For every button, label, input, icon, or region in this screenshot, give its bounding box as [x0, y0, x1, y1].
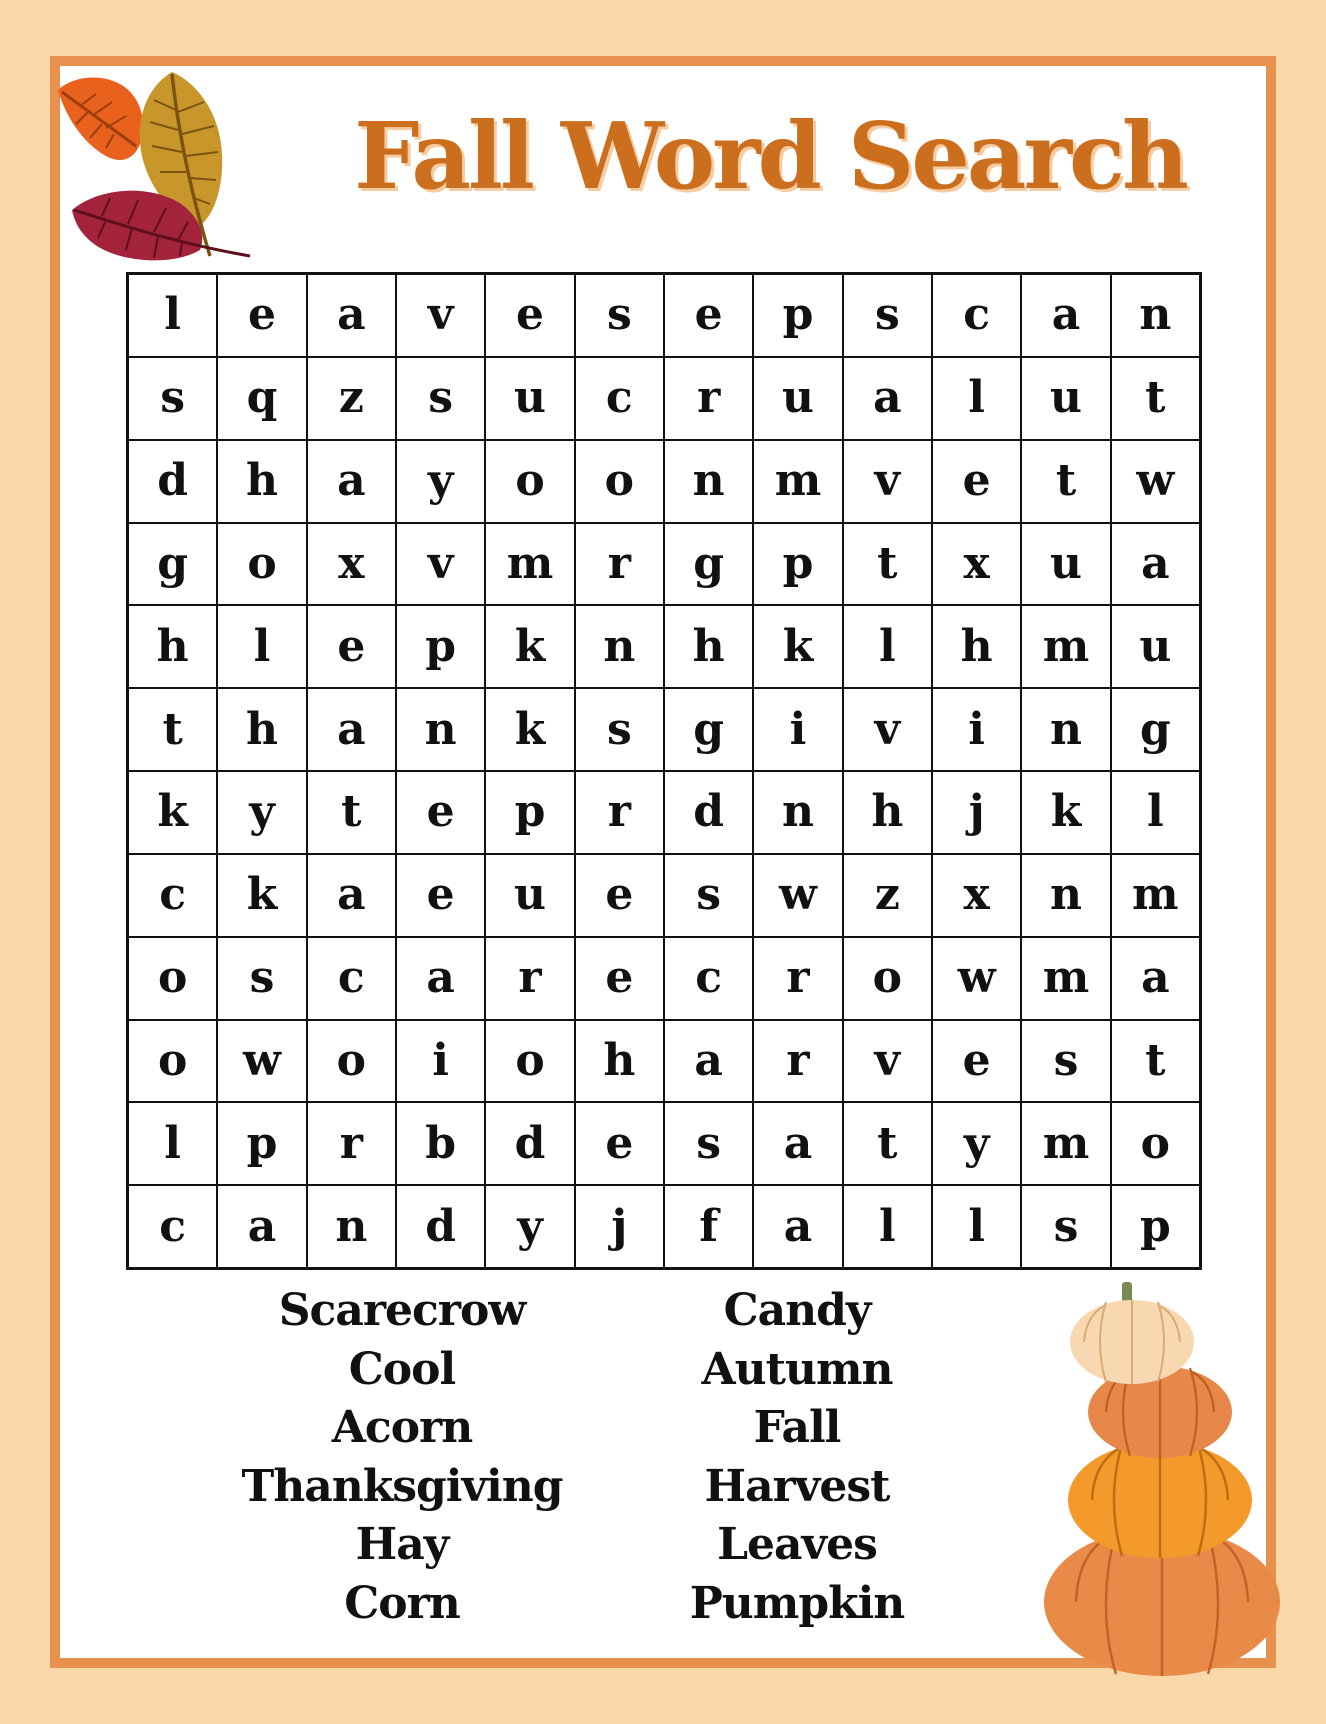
word-list-item: Harvest — [704, 1460, 890, 1512]
grid-cell[interactable]: n — [1021, 854, 1110, 937]
grid-cell[interactable]: k — [485, 605, 574, 688]
grid-cell[interactable]: r — [485, 937, 574, 1020]
grid-cell[interactable]: h — [932, 605, 1021, 688]
grid-cell[interactable]: s — [1021, 1185, 1110, 1268]
grid-cell[interactable]: p — [753, 274, 842, 357]
grid-cell[interactable]: h — [128, 605, 217, 688]
grid-cell[interactable]: o — [307, 1020, 396, 1103]
grid-cell[interactable]: c — [664, 937, 753, 1020]
grid-cell[interactable]: k — [753, 605, 842, 688]
grid-cell[interactable]: o — [217, 523, 306, 606]
grid-cell[interactable]: s — [1021, 1020, 1110, 1103]
word-list-item: Corn — [344, 1577, 460, 1629]
grid-cell[interactable]: a — [307, 274, 396, 357]
grid-cell[interactable]: d — [396, 1185, 485, 1268]
grid-cell[interactable]: i — [932, 688, 1021, 771]
grid-cell[interactable]: e — [485, 274, 574, 357]
grid-cell[interactable]: m — [1021, 1102, 1110, 1185]
page-title: Fall Word Search — [354, 102, 1186, 210]
grid-cell[interactable]: a — [307, 440, 396, 523]
grid-cell[interactable]: h — [217, 688, 306, 771]
third-pumpkin-icon — [1068, 1442, 1252, 1558]
grid-cell[interactable]: l — [128, 1102, 217, 1185]
grid-cell[interactable]: s — [396, 357, 485, 440]
grid-cell[interactable]: s — [575, 274, 664, 357]
grid-cell[interactable]: e — [307, 605, 396, 688]
word-list-item: Thanksgiving — [241, 1460, 563, 1512]
grid-cell[interactable]: a — [1111, 937, 1200, 1020]
grid-cell[interactable]: e — [396, 771, 485, 854]
grid-cell[interactable]: g — [664, 688, 753, 771]
grid-cell[interactable]: t — [843, 523, 932, 606]
grid-cell[interactable]: m — [1111, 854, 1200, 937]
grid-cell[interactable]: n — [575, 605, 664, 688]
grid-cell[interactable]: s — [664, 1102, 753, 1185]
grid-cell[interactable]: e — [396, 854, 485, 937]
grid-cell[interactable]: p — [217, 1102, 306, 1185]
grid-cell[interactable]: g — [128, 523, 217, 606]
grid-cell[interactable]: c — [932, 274, 1021, 357]
grid-cell[interactable]: w — [753, 854, 842, 937]
grid-cell[interactable]: l — [932, 357, 1021, 440]
grid-cell[interactable]: t — [1021, 440, 1110, 523]
word-list-item: Autumn — [701, 1343, 893, 1395]
grid-cell[interactable]: a — [1111, 523, 1200, 606]
grid-cell[interactable]: p — [1111, 1185, 1200, 1268]
grid-cell[interactable]: n — [307, 1185, 396, 1268]
grid-cell[interactable]: l — [128, 274, 217, 357]
grid-cell[interactable]: z — [843, 854, 932, 937]
grid-cell[interactable]: e — [575, 854, 664, 937]
grid-cell[interactable]: p — [396, 605, 485, 688]
grid-cell[interactable]: h — [575, 1020, 664, 1103]
grid-cell[interactable]: z — [307, 357, 396, 440]
word-list-column-2 — [640, 1282, 954, 1633]
grid-cell[interactable]: a — [1021, 274, 1110, 357]
grid-cell[interactable]: l — [217, 605, 306, 688]
grid-cell[interactable]: a — [664, 1020, 753, 1103]
grid-cell[interactable]: k — [217, 854, 306, 937]
word-list-item: Leaves — [717, 1519, 877, 1570]
grid-cell[interactable]: l — [843, 605, 932, 688]
word-list-column-1 — [220, 1282, 584, 1633]
grid-cell[interactable]: i — [396, 1020, 485, 1103]
word-list-item: Scarecrow — [278, 1285, 526, 1336]
grid-cell[interactable]: u — [485, 357, 574, 440]
grid-cell[interactable]: i — [753, 688, 842, 771]
grid-cell[interactable]: j — [932, 771, 1021, 854]
grid-cell[interactable]: v — [396, 523, 485, 606]
grid-cell[interactable]: o — [485, 1020, 574, 1103]
grid-cell[interactable]: o — [485, 440, 574, 523]
grid-cell[interactable]: a — [753, 1185, 842, 1268]
word-list-item: Candy — [723, 1285, 871, 1336]
grid-cell[interactable]: w — [1111, 440, 1200, 523]
grid-cell[interactable]: n — [664, 440, 753, 523]
grid-cell[interactable]: t — [843, 1102, 932, 1185]
grid-cell[interactable]: w — [932, 937, 1021, 1020]
word-list-item: Hay — [355, 1519, 449, 1570]
grid-cell[interactable]: o — [128, 937, 217, 1020]
grid-cell[interactable]: d — [664, 771, 753, 854]
orange-leaf-icon — [58, 77, 143, 160]
grid-cell[interactable]: d — [128, 440, 217, 523]
grid-cell[interactable]: s — [217, 937, 306, 1020]
grid-cell[interactable]: c — [128, 854, 217, 937]
grid-cell[interactable]: a — [307, 854, 396, 937]
grid-cell[interactable]: k — [1021, 771, 1110, 854]
grid-cell[interactable]: o — [575, 440, 664, 523]
grid-cell[interactable]: c — [128, 1185, 217, 1268]
grid-cell[interactable]: t — [128, 688, 217, 771]
grid-cell[interactable]: u — [485, 854, 574, 937]
grid-cell[interactable]: b — [396, 1102, 485, 1185]
crimson-leaf-icon — [72, 191, 250, 261]
grid-cell[interactable]: h — [217, 440, 306, 523]
grid-cell[interactable]: s — [575, 688, 664, 771]
word-list-item: Pumpkin — [689, 1577, 905, 1629]
grid-cell[interactable]: t — [1111, 1020, 1200, 1103]
grid-cell[interactable]: x — [932, 523, 1021, 606]
grid-cell[interactable]: m — [753, 440, 842, 523]
grid-cell[interactable]: h — [843, 771, 932, 854]
grid-cell[interactable]: v — [843, 440, 932, 523]
grid-cell[interactable]: r — [753, 1020, 842, 1103]
grid-cell[interactable]: c — [307, 937, 396, 1020]
grid-cell[interactable]: e — [664, 274, 753, 357]
grid-cell[interactable]: r — [575, 771, 664, 854]
grid-cell[interactable]: n — [1111, 274, 1200, 357]
grid-cell[interactable]: k — [485, 688, 574, 771]
grid-cell[interactable]: k — [128, 771, 217, 854]
grid-cell[interactable]: v — [843, 688, 932, 771]
autumn-leaves-icon — [50, 60, 260, 290]
stacked-pumpkins-icon — [1036, 1278, 1286, 1678]
grid-cell[interactable]: o — [843, 937, 932, 1020]
grid-cell[interactable]: m — [485, 523, 574, 606]
grid-cell[interactable]: u — [1021, 523, 1110, 606]
grid-cell[interactable]: u — [1021, 357, 1110, 440]
grid-cell[interactable]: e — [932, 440, 1021, 523]
grid-cell[interactable]: e — [575, 1102, 664, 1185]
grid-cell[interactable]: s — [843, 274, 932, 357]
word-search-grid — [126, 272, 1202, 1270]
grid-cell[interactable]: r — [664, 357, 753, 440]
grid-cell[interactable]: r — [753, 937, 842, 1020]
grid-cell[interactable]: p — [753, 523, 842, 606]
grid-cell[interactable]: g — [1111, 688, 1200, 771]
top-pumpkin-icon — [1070, 1282, 1194, 1384]
grid-cell[interactable]: a — [753, 1102, 842, 1185]
grid-cell[interactable]: l — [843, 1185, 932, 1268]
grid-cell[interactable]: n — [396, 688, 485, 771]
grid-cell[interactable]: v — [396, 274, 485, 357]
word-list-item: Cool — [348, 1343, 456, 1395]
grid-cell[interactable]: l — [1111, 771, 1200, 854]
grid-cell[interactable]: a — [396, 937, 485, 1020]
grid-cell[interactable]: y — [932, 1102, 1021, 1185]
grid-cell[interactable]: x — [307, 523, 396, 606]
grid-cell[interactable]: x — [932, 854, 1021, 937]
grid-cell[interactable]: o — [128, 1020, 217, 1103]
grid-cell[interactable]: s — [128, 357, 217, 440]
grid-cell[interactable]: p — [485, 771, 574, 854]
grid-cell[interactable]: r — [575, 523, 664, 606]
grid-cell[interactable]: v — [843, 1020, 932, 1103]
grid-cell[interactable]: u — [1111, 605, 1200, 688]
grid-cell[interactable]: r — [307, 1102, 396, 1185]
grid-cell[interactable]: o — [1111, 1102, 1200, 1185]
grid-cell[interactable]: e — [932, 1020, 1021, 1103]
grid-cell[interactable]: u — [753, 357, 842, 440]
grid-cell[interactable]: e — [217, 274, 306, 357]
grid-cell[interactable]: y — [485, 1185, 574, 1268]
word-list-item: Acorn — [331, 1402, 473, 1453]
grid-cell[interactable]: m — [1021, 605, 1110, 688]
grid-cell[interactable]: s — [664, 854, 753, 937]
grid-cell[interactable]: y — [217, 771, 306, 854]
grid-cell[interactable]: f — [664, 1185, 753, 1268]
word-list-item: Fall — [753, 1402, 841, 1453]
grid-cell[interactable]: d — [485, 1102, 574, 1185]
grid-cell[interactable]: t — [307, 771, 396, 854]
grid-cell[interactable]: a — [843, 357, 932, 440]
grid-cell[interactable]: m — [1021, 937, 1110, 1020]
grid-cell[interactable]: g — [664, 523, 753, 606]
grid-cell[interactable]: j — [575, 1185, 664, 1268]
grid-cell[interactable]: q — [217, 357, 306, 440]
grid-cell[interactable]: h — [664, 605, 753, 688]
grid-cell[interactable]: t — [1111, 357, 1200, 440]
grid-cell[interactable]: l — [932, 1185, 1021, 1268]
grid-cell[interactable]: a — [217, 1185, 306, 1268]
grid-cell[interactable]: e — [575, 937, 664, 1020]
grid-cell[interactable]: w — [217, 1020, 306, 1103]
grid-cell[interactable]: n — [1021, 688, 1110, 771]
grid-cell[interactable]: a — [307, 688, 396, 771]
grid-cell[interactable]: c — [575, 357, 664, 440]
grid-cell[interactable]: n — [753, 771, 842, 854]
grid-cell[interactable]: y — [396, 440, 485, 523]
